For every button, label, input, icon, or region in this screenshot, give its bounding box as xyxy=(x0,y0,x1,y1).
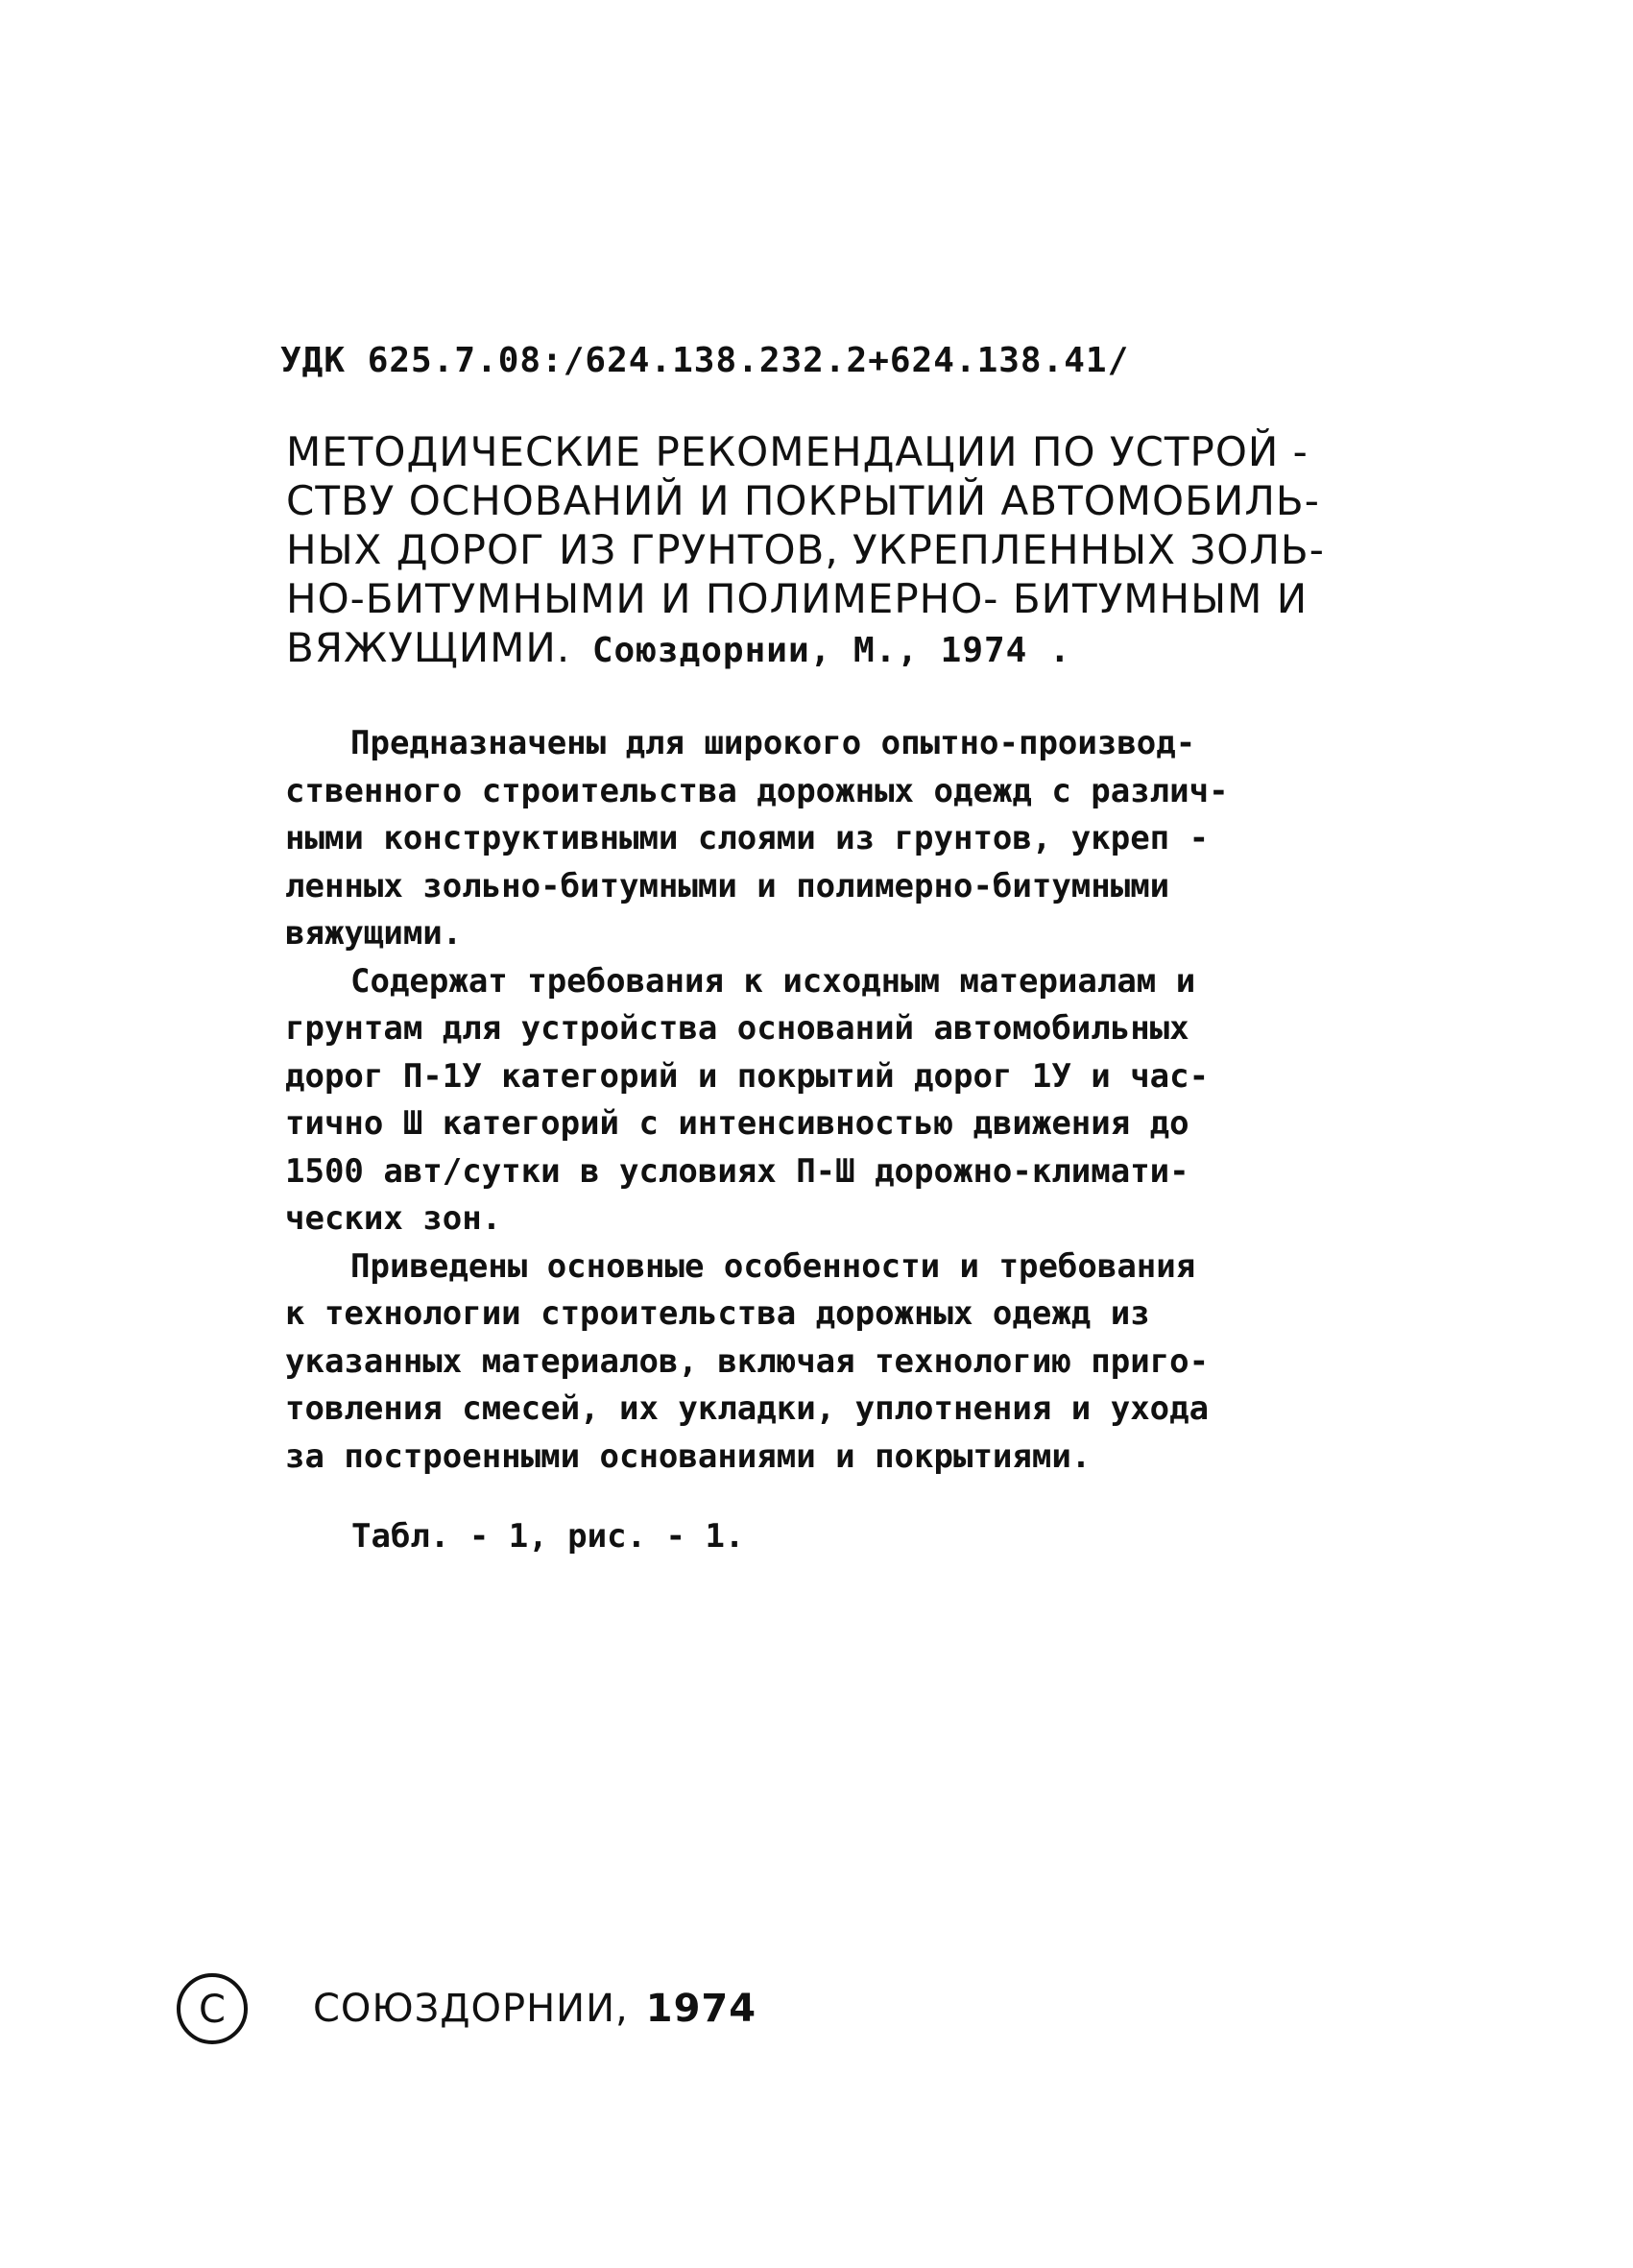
copyright-notice xyxy=(175,1968,756,2049)
abstract-line: грунтам для устройства оснований автомобильных xyxy=(285,1009,1189,1048)
abstract-line: указанных материалов, включая технологию приго- xyxy=(285,1341,1210,1381)
abstract-line: товления смесей, их укладки, уплотнения и ухода xyxy=(285,1389,1210,1428)
copyright-year: 1974 xyxy=(645,1987,757,2031)
document-title xyxy=(286,427,1438,672)
copyright-symbol: C xyxy=(199,1988,226,2032)
publisher-and-year: Союздорнии, М., 1974 . xyxy=(570,631,1071,670)
abstract-line: ческих зон. xyxy=(285,1199,502,1238)
abstract-line: Предназначены для широкого опытно-производ- xyxy=(350,724,1196,762)
title-line: НО-БИТУМНЫМИ И ПОЛИМЕРНО- БИТУМНЫМ И xyxy=(286,575,1309,622)
copyright-organization: СОЮЗДОРНИИ, xyxy=(313,1987,629,2031)
title-line-final xyxy=(286,623,1438,672)
title-final-word: ВЯЖУЩИМИ. xyxy=(286,624,571,671)
abstract-line: тично Ш категорий с интенсивностью движения до xyxy=(285,1104,1189,1143)
abstract-line: за построенными основаниями и покрытиями. xyxy=(285,1436,1092,1476)
abstract-line: Приведены основные особенности и требования xyxy=(350,1246,1196,1286)
tables-figures-count: Табл. - 1, рис. - 1. xyxy=(351,1517,745,1556)
title-line: СТВУ ОСНОВАНИЙ И ПОКРЫТИЙ АВТОМОБИЛЬ- xyxy=(286,477,1320,524)
copyright-icon xyxy=(175,1971,250,2046)
title-line: МЕТОДИЧЕСКИЕ РЕКОМЕНДАЦИИ ПО УСТРОЙ - xyxy=(286,428,1309,475)
abstract-line: ными конструктивными слоями из грунтов, укреп - xyxy=(285,819,1210,857)
title-line: НЫХ ДОРОГ ИЗ ГРУНТОВ, УКРЕПЛЕННЫХ ЗОЛЬ- xyxy=(286,526,1325,573)
abstract-line: ленных зольно-битумными и полимерно-битумными xyxy=(285,866,1170,905)
abstract-line: ственного строительства дорожных одежд с различ- xyxy=(285,771,1229,810)
abstract-line: вяжущими. xyxy=(285,914,463,953)
abstract-line: дорог П-1У категорий и покрытий дорог 1У и час- xyxy=(285,1056,1210,1096)
abstract-line: Содержат требования к исходным материалам и xyxy=(350,961,1196,1001)
udk-classification: УДК 625.7.08:/624.138.232.2+624.138.41/ xyxy=(280,341,1130,380)
abstract xyxy=(285,720,1437,1481)
abstract-line: 1500 авт/сутки в условиях П-Ш дорожно-климати- xyxy=(285,1151,1189,1191)
abstract-line: к технологии строительства дорожных одежд из xyxy=(285,1294,1150,1333)
